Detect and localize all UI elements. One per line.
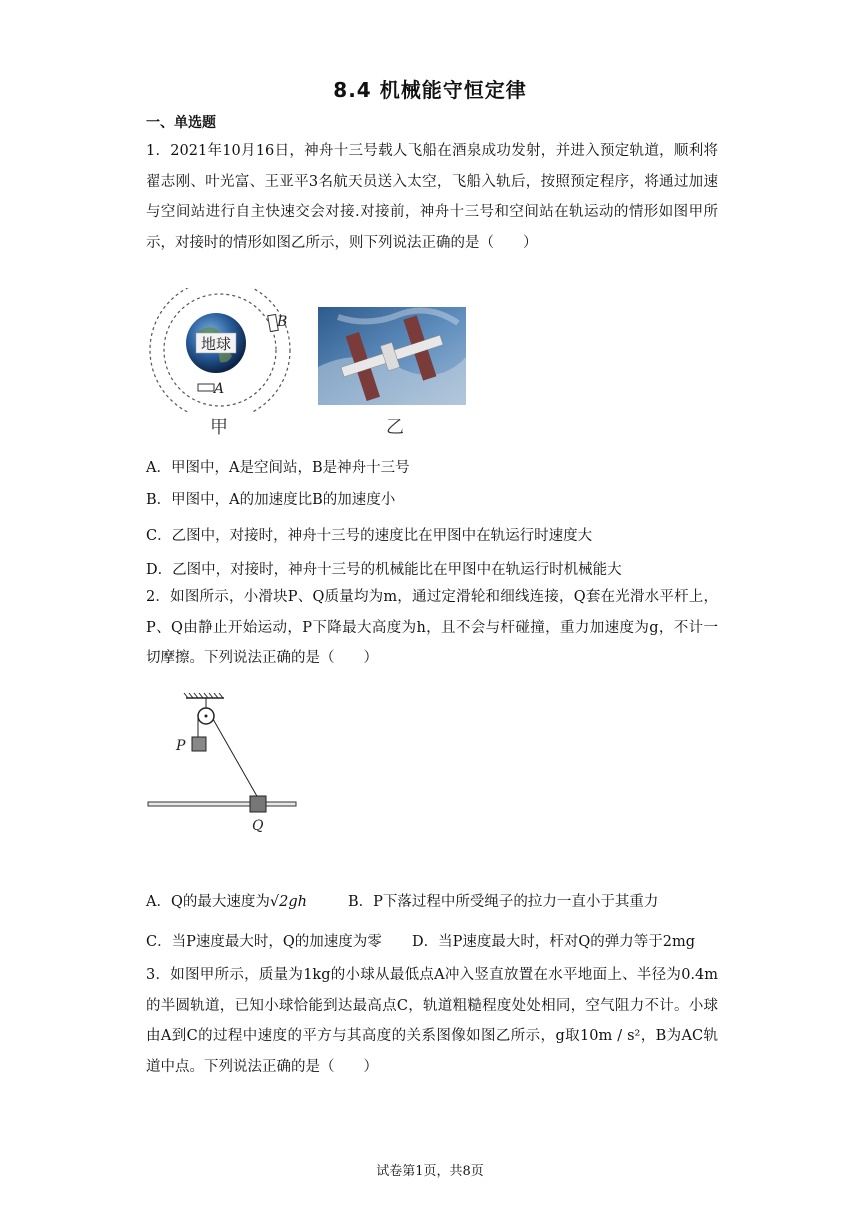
q2-option-a-text: A．Q的最大速度为	[146, 894, 270, 910]
horizontal-rod	[148, 802, 296, 806]
label-a: A	[214, 381, 225, 397]
question-1-text: 1．2021年10月16日，神舟十三号载人飞船在酒泉成功发射，并进入预定轨道，顺利将翟志刚、叶光富、王亚平3名航天员送入太空，飞船入轨后，按照预定程序，将通过加速与空间站进行自主快速交会对接.对接前，神舟十三号和空间站在轨运动的情形如图甲所示，对接时的情形如图乙所示，则下列说法正确的是（ ）	[146, 143, 718, 251]
caption-jia: 甲	[210, 417, 228, 438]
section-heading: 一、单选题	[146, 115, 216, 131]
label-b: B	[277, 314, 288, 330]
label-p: P	[176, 738, 186, 754]
question-2-text: 2．如图所示，小滑块P、Q质量均为m，通过定滑轮和细线连接，Q套在光滑水平杆上，P、Q由静止开始运动，P下降最大高度为h，且不会与杆碰撞，重力加速度为g，不计一切摩擦。下列说法正确的是（ ）	[146, 589, 718, 666]
q1-option-c: C．乙图中，对接时，神舟十三号的速度比在甲图中在轨运行时速度大	[146, 528, 593, 544]
q2-option-a-expr: √2gh	[269, 894, 307, 910]
q2-option-c: C．当P速度最大时，Q的加速度为零	[146, 934, 382, 950]
q1-option-a: A．甲图中，A是空间站，B是神舟十三号	[146, 460, 410, 476]
question-3-text: 3．如图甲所示，质量为1kg的小球从最低点A冲入竖直放置在水平地面上、半径为0.4m的半圆轨道，已知小球恰能到达最高点C，轨道粗糙程度处处相同，空气阻力不计。小球由A到C的过程中速度的平方与其高度的关系图像如图乙所示，g取10m / s²，B为AC轨道中点。下列说法正确的是（ ）	[146, 967, 718, 1075]
q1-option-b: B．甲图中，A的加速度比B的加速度小	[146, 492, 396, 508]
pulley-figure	[146, 692, 302, 842]
q2-option-a	[146, 890, 307, 911]
label-q: Q	[252, 818, 264, 834]
page-footer: 试卷第1页，共8页	[376, 1164, 484, 1179]
station-photo	[318, 307, 466, 405]
earth-label: 地球	[200, 335, 232, 353]
block-q	[250, 796, 266, 812]
q1-option-d: D．乙图中，对接时，神舟十三号的机械能比在甲图中在轨运行时机械能大	[146, 562, 622, 578]
craft-a	[198, 384, 214, 391]
block-p	[192, 737, 206, 751]
q2-option-b: B．P下落过程中所受绳子的拉力一直小于其重力	[348, 894, 659, 910]
caption-yi: 乙	[386, 417, 404, 438]
orbit-figure	[146, 288, 294, 412]
page-title: 8.4 机械能守恒定律	[333, 78, 527, 102]
q2-option-d: D．当P速度最大时，杆对Q的弹力等于2mg	[412, 934, 696, 950]
